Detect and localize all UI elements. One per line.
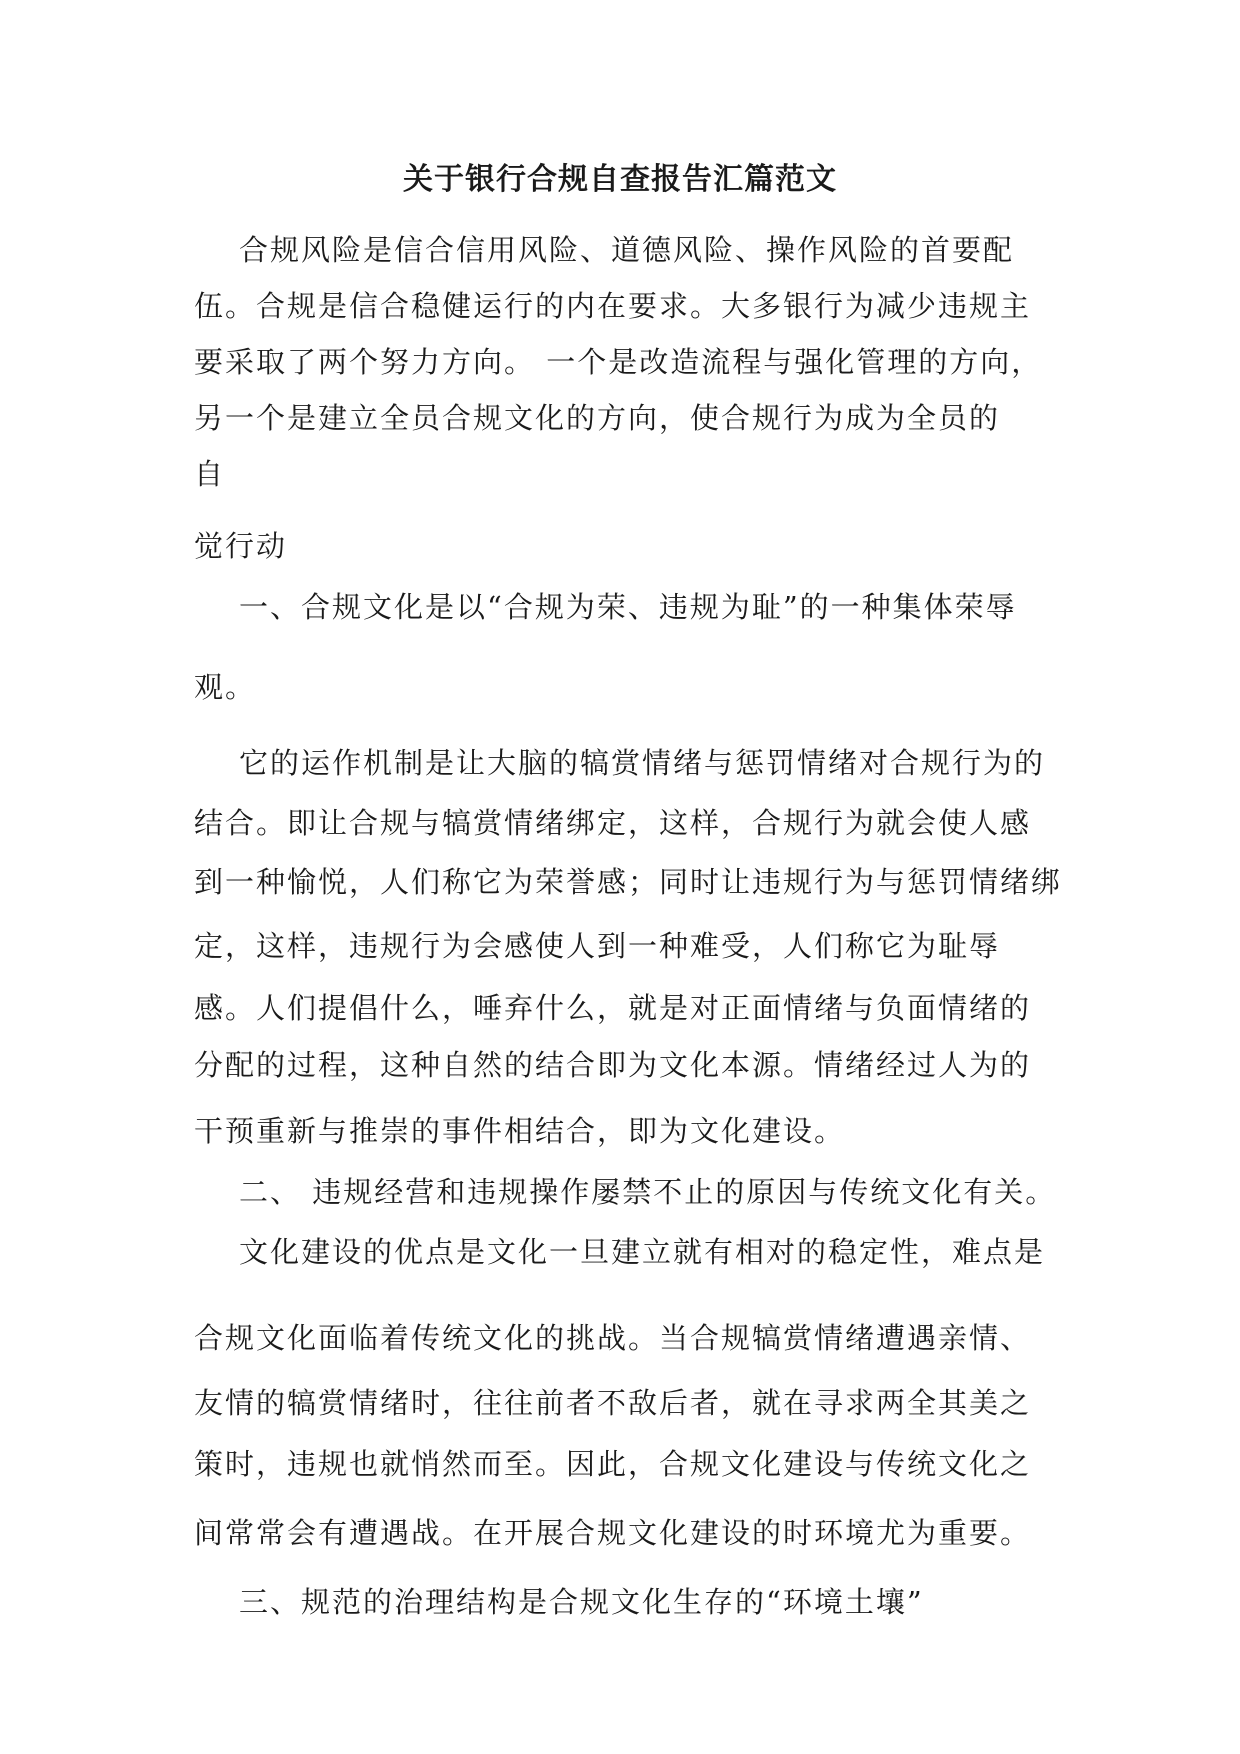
paragraph-line: 它的运作机制是让大脑的犒赏情绪与惩罚情绪对合规行为的: [239, 746, 1046, 780]
paragraph-line: 到一种愉悦，人们称它为荣誉感；同时让违规行为与惩罚情绪绑: [194, 865, 1063, 899]
paragraph-line: 干预重新与推崇的事件相结合，即为文化建设。: [194, 1114, 846, 1148]
paragraph-line: 观。: [194, 670, 257, 704]
paragraph-line: 感。人们提倡什么，唾弃什么，就是对正面情绪与负面情绪的: [194, 991, 1032, 1025]
paragraph-line: 友情的犒赏情绪时，往往前者不敌后者，就在寻求两全其美之: [194, 1386, 1032, 1420]
paragraph-line: 一、合规文化是以“合规为荣、违规为耻”的一种集体荣辱: [239, 590, 1017, 624]
paragraph-line: 另一个是建立全员合规文化的方向，使合规行为成为全员的: [194, 401, 1001, 435]
paragraph-line: 分配的过程，这种自然的结合即为文化本源。情绪经过人为的: [194, 1048, 1032, 1082]
paragraph-line: 二、 违规经营和违规操作屡禁不止的原因与传统文化有关。: [239, 1175, 1057, 1209]
document-title: 关于银行合规自查报告汇篇范文: [403, 162, 837, 197]
paragraph-line: 要采取了两个努力方向。 一个是改造流程与强化管理的方向，: [194, 345, 1043, 379]
paragraph-line: 间常常会有遭遇战。在开展合规文化建设的时环境尤为重要。: [194, 1516, 1032, 1550]
paragraph-line: 觉行动: [194, 529, 288, 563]
paragraph-line: 定，这样，违规行为会感使人到一种难受，人们称它为耻辱: [194, 929, 1001, 963]
paragraph-line: 合规风险是信合信用风险、道德风险、操作风险的首要配: [239, 233, 1015, 267]
paragraph-line: 文化建设的优点是文化一旦建立就有相对的稳定性，难点是: [239, 1235, 1046, 1269]
paragraph-line: 结合。即让合规与犒赏情绪绑定，这样，合规行为就会使人感: [194, 806, 1032, 840]
paragraph-line: 伍。合规是信合稳健运行的内在要求。大多银行为减少违规主: [194, 289, 1032, 323]
paragraph-line: 合规文化面临着传统文化的挑战。当合规犒赏情绪遭遇亲情、: [194, 1321, 1032, 1355]
paragraph-line: 三、规范的治理结构是合规文化生存的“环境土壤”: [239, 1585, 924, 1619]
paragraph-line: 自: [194, 457, 226, 491]
paragraph-line: 策时，违规也就悄然而至。因此，合规文化建设与传统文化之: [194, 1447, 1032, 1481]
